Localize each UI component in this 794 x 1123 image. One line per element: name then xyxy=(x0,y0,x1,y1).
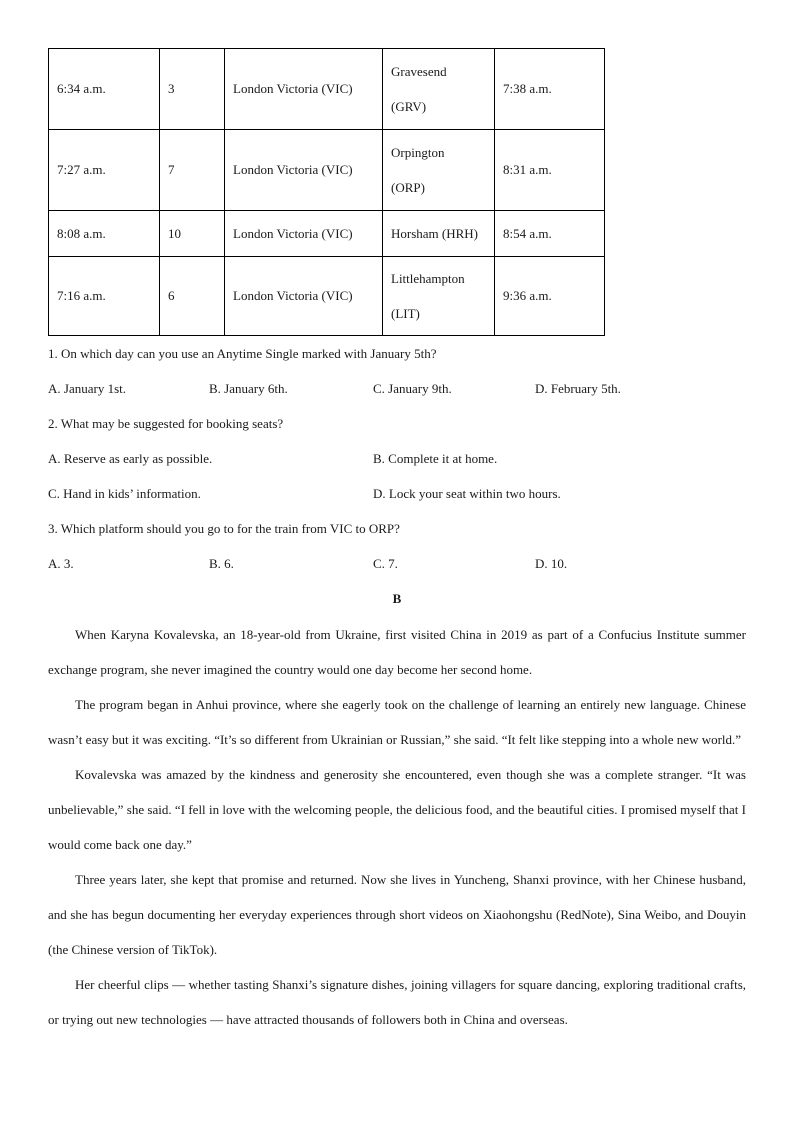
question-2-option-a: A. Reserve as early as possible. xyxy=(48,451,213,466)
destination-name: Gravesend xyxy=(391,64,447,79)
origin-cell: London Victoria (VIC) xyxy=(225,130,383,211)
question-3-text: 3. Which platform should you go to for the train from VIC to ORP? xyxy=(48,521,400,536)
passage-paragraph: Kovalevska was amazed by the kindness and generosity she encountered, even though she was a complete stranger. “It was unbelievable,” she said. “I fell in love with the welcoming people, the delicious food, and the beautiful cities. I promised myself that I would come back one day.” xyxy=(48,767,746,852)
section-heading: B xyxy=(392,591,402,606)
destination-cell xyxy=(383,211,495,257)
passage-paragraph: Three years later, she kept that promise and returned. Now she lives in Yuncheng, Shanxi province, with her Chinese husband, and she has begun documenting her everyday experiences through short videos on Xiaohongshu (RedNote), Sina Weibo, and Douyin (the Chinese version of TikTok). xyxy=(48,872,746,957)
table-row xyxy=(49,49,605,130)
origin-cell: London Victoria (VIC) xyxy=(225,49,383,130)
depart-time-cell: 7:16 a.m. xyxy=(49,257,160,336)
destination-code: (ORP) xyxy=(391,180,425,195)
destination-cell xyxy=(383,49,495,130)
question-1-option-c: C. January 9th. xyxy=(373,381,452,396)
table-row xyxy=(49,257,605,336)
destination-cell xyxy=(383,130,495,211)
destination-code: (LIT) xyxy=(391,306,420,321)
question-1-option-b: B. January 6th. xyxy=(209,381,288,396)
question-3-option-b: B. 6. xyxy=(209,556,234,571)
destination-cell xyxy=(383,257,495,336)
destination-name: Littlehampton xyxy=(391,271,465,286)
question-2-option-c: C. Hand in kids’ information. xyxy=(48,486,201,501)
arrive-time-cell: 9:36 a.m. xyxy=(495,257,605,336)
question-1-option-a: A. January 1st. xyxy=(48,381,126,396)
platform-cell: 6 xyxy=(160,257,225,336)
passage-paragraph: The program began in Anhui province, where she eagerly took on the challenge of learning an entirely new language. Chinese wasn’t easy but it was exciting. “It’s so different from Ukrainian or Russian,” she said. “It felt like stepping into a whole new world.” xyxy=(48,697,746,747)
table-row xyxy=(49,130,605,211)
destination-code: (GRV) xyxy=(391,99,427,114)
question-3-option-a: A. 3. xyxy=(48,556,74,571)
question-3-option-d: D. 10. xyxy=(535,556,568,571)
passage-paragraph: Her cheerful clips — whether tasting Shanxi’s signature dishes, joining villagers for square dancing, exploring traditional crafts, or trying out new technologies — have attracted thousands of followers both in China and overseas. xyxy=(48,977,746,1027)
platform-cell: 3 xyxy=(160,49,225,130)
question-2-option-d: D. Lock your seat within two hours. xyxy=(373,486,561,501)
depart-time-cell: 7:27 a.m. xyxy=(49,130,160,211)
arrive-time-cell: 8:31 a.m. xyxy=(495,130,605,211)
destination-name: Orpington xyxy=(391,145,445,160)
depart-time-cell: 8:08 a.m. xyxy=(49,211,160,257)
passage-paragraph: When Karyna Kovalevska, an 18-year-old from Ukraine, first visited China in 2019 as part of a Confucius Institute summer exchange program, she never imagined the country would one day become her second home. xyxy=(48,627,746,677)
question-2-text: 2. What may be suggested for booking seats? xyxy=(48,416,284,431)
question-1-option-d: D. February 5th. xyxy=(535,381,621,396)
destination-name: Horsham (HRH) xyxy=(391,226,479,241)
reading-passage xyxy=(48,617,746,1037)
table-row xyxy=(49,211,605,257)
origin-cell: London Victoria (VIC) xyxy=(225,257,383,336)
platform-cell: 7 xyxy=(160,130,225,211)
platform-cell: 10 xyxy=(160,211,225,257)
question-2-option-b: B. Complete it at home. xyxy=(373,451,498,466)
depart-time-cell: 6:34 a.m. xyxy=(49,49,160,130)
question-1-text: 1. On which day can you use an Anytime Single marked with January 5th? xyxy=(48,346,437,361)
arrive-time-cell: 8:54 a.m. xyxy=(495,211,605,257)
train-timetable xyxy=(48,48,605,336)
arrive-time-cell: 7:38 a.m. xyxy=(495,49,605,130)
question-3-option-c: C. 7. xyxy=(373,556,398,571)
origin-cell: London Victoria (VIC) xyxy=(225,211,383,257)
